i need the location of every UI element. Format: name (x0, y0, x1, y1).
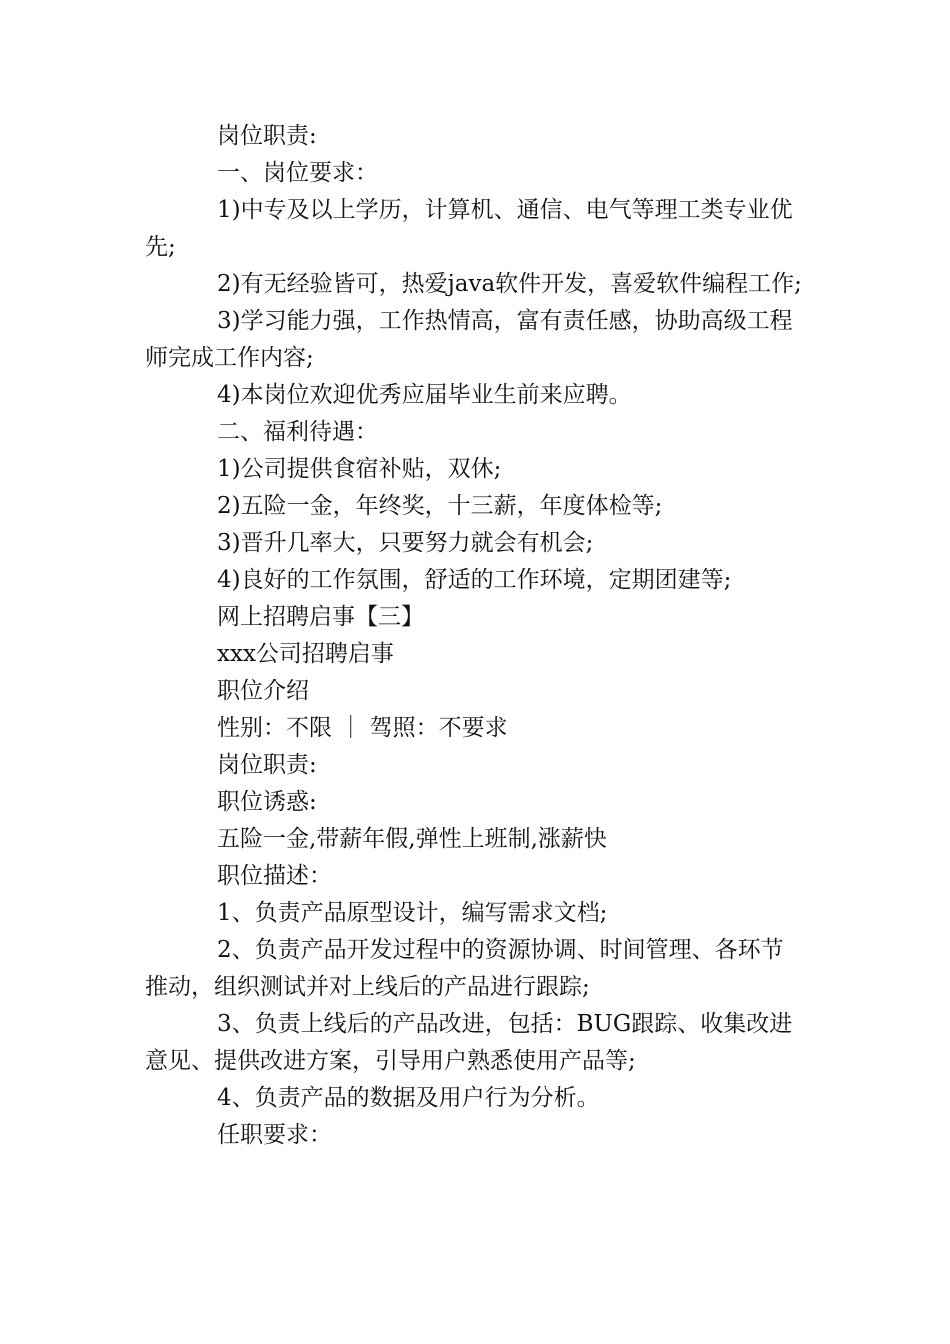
paragraph-job-duties-heading-2: 岗位职责: (217, 752, 317, 778)
paragraph-description-heading: 职位描述： (217, 863, 332, 889)
paragraph-description-3: 3、负责上线后的产品改进，包括：BUG跟踪、收集改进意见、提供改进方案，引导用户熟悉使用产品等; (145, 1011, 793, 1074)
paragraph-requirement-2: 2)有无经验皆可，热爱java软件开发，喜爱软件编程工作; (217, 271, 802, 297)
document-body (145, 118, 805, 1154)
paragraph-qualifications-heading: 任职要求： (217, 1122, 332, 1148)
paragraph-appeal-detail: 五险一金,带薪年假,弹性上班制,涨薪快 (217, 826, 607, 852)
paragraph-benefits-heading: 二、福利待遇： (217, 419, 378, 445)
paragraph-position-intro: 职位介绍 (217, 678, 309, 704)
paragraph-job-duties-heading: 岗位职责: (217, 123, 317, 149)
paragraph-benefit-3: 3)晋升几率大，只要努力就会有机会; (217, 530, 594, 556)
paragraph-description-1: 1、负责产品原型设计，编写需求文档; (217, 900, 608, 926)
paragraph-requirement-1: 1)中专及以上学历，计算机、通信、电气等理工类专业优先; (145, 197, 793, 260)
paragraph-requirement-3: 3)学习能力强，工作热情高，富有责任感，协助高级工程师完成工作内容; (145, 308, 793, 371)
paragraph-company-notice: xxx公司招聘启事 (217, 641, 394, 667)
paragraph-position-appeal: 职位诱惑: (217, 789, 317, 815)
paragraph-benefit-1: 1)公司提供食宿补贴，双休; (217, 456, 502, 482)
paragraph-gender-license: 性别：不限 ｜ 驾照：不要求 (217, 715, 508, 741)
paragraph-description-4: 4、负责产品的数据及用户行为分析。 (217, 1085, 600, 1111)
paragraph-requirement-4: 4)本岗位欢迎优秀应届毕业生前来应聘。 (217, 382, 632, 408)
paragraph-benefit-4: 4)良好的工作氛围，舒适的工作环境，定期团建等; (217, 567, 732, 593)
paragraph-description-2: 2、负责产品开发过程中的资源协调、时间管理、各环节推动，组织测试并对上线后的产品进行跟踪; (145, 937, 784, 1000)
paragraph-section-title: 网上招聘启事【三】 (217, 604, 424, 630)
paragraph-benefit-2: 2)五险一金，年终奖，十三薪，年度体检等; (217, 493, 663, 519)
paragraph-requirements-heading: 一、岗位要求： (217, 160, 378, 186)
